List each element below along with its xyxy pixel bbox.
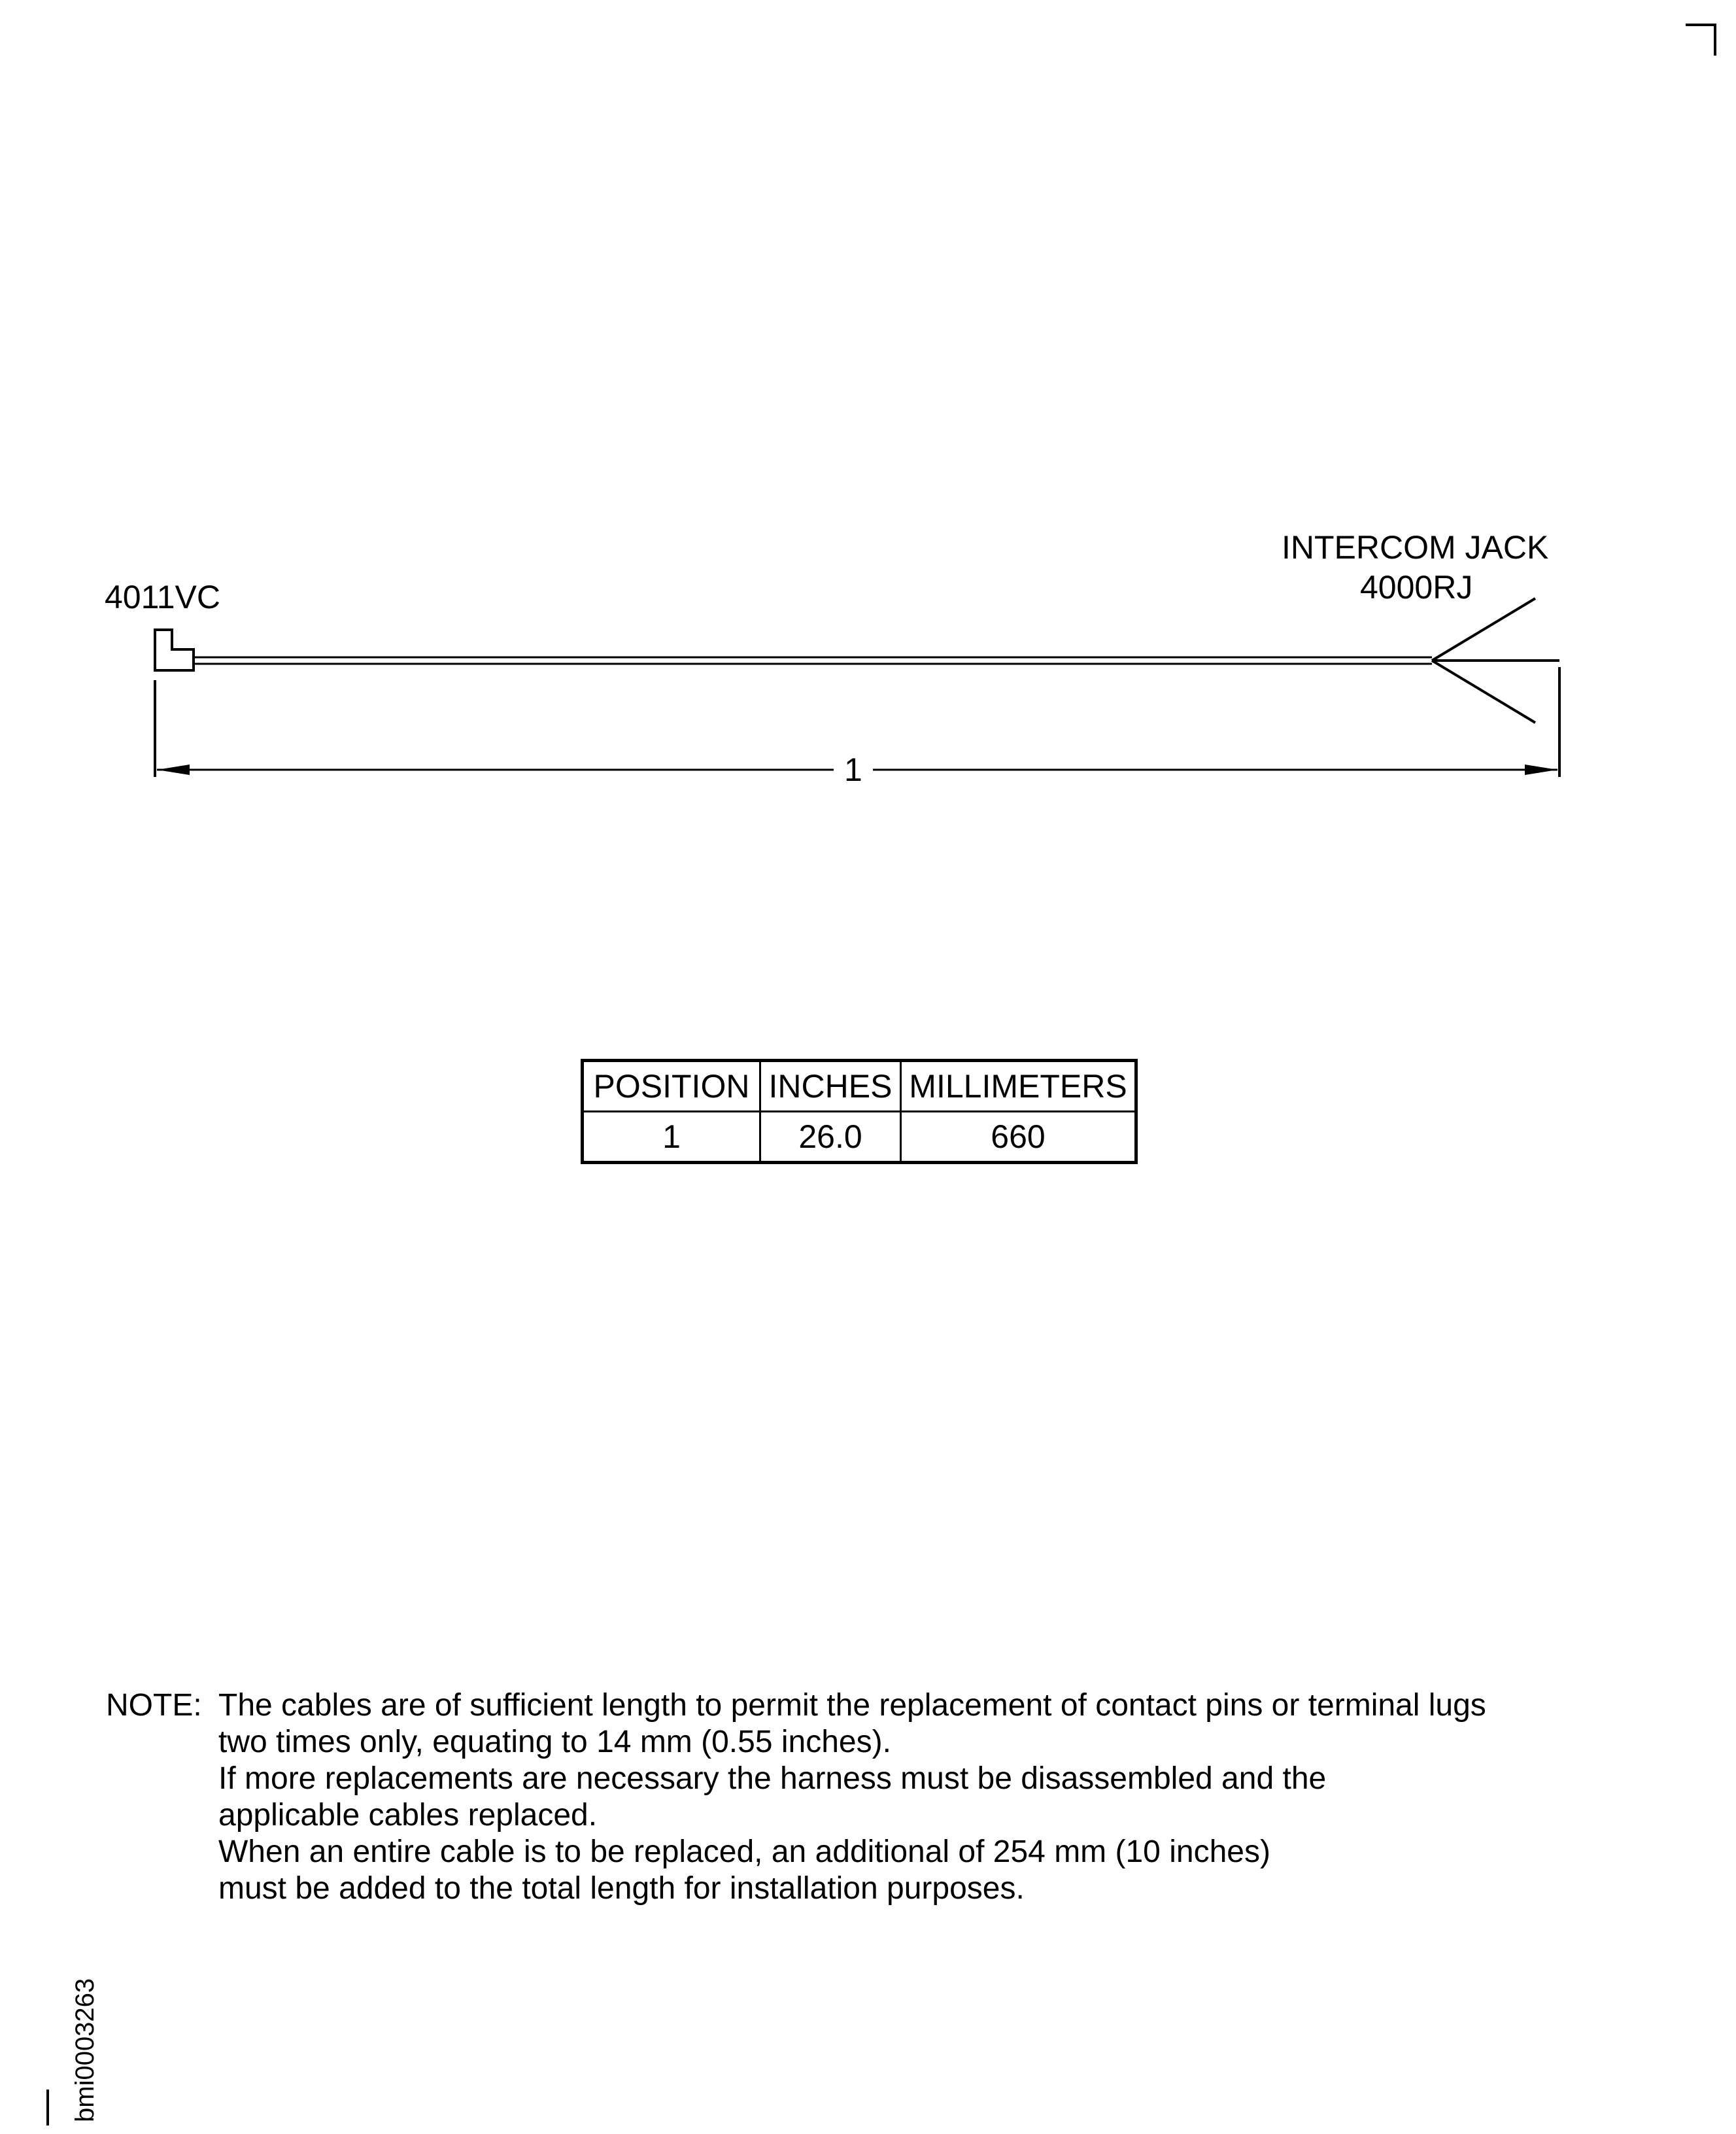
dimension-arrow-left xyxy=(157,765,190,775)
dimension-table xyxy=(581,1059,1138,1164)
right-connector-label-line2: 4000RJ xyxy=(1360,569,1473,606)
wire-upper xyxy=(1432,598,1535,661)
wire-lower xyxy=(1432,661,1535,723)
note-body xyxy=(218,1687,1486,1907)
note-line: two times only, equating to 14 mm (0.55 inches). xyxy=(218,1725,891,1759)
dimension-label: 1 xyxy=(834,753,873,786)
table-row xyxy=(583,1112,1136,1163)
note-line: When an entire cable is to be replaced, an additional of 254 mm (10 inches) xyxy=(218,1834,1270,1869)
note-line: applicable cables replaced. xyxy=(218,1798,598,1833)
table-cell-millimeters: 660 xyxy=(901,1112,1136,1163)
note-line: The cables are of sufficient length to permit the replacement of contact pins or terminal lugs xyxy=(218,1688,1486,1723)
right-connector-label-line1: INTERCOM JACK xyxy=(1282,529,1549,566)
left-connector-symbol xyxy=(155,630,194,670)
note-line: must be added to the total length for installation purposes. xyxy=(218,1871,1025,1906)
table-header-row xyxy=(583,1061,1136,1112)
dimension-arrow-right xyxy=(1525,765,1557,775)
table-cell-inches: 26.0 xyxy=(760,1112,901,1163)
note-prefix: NOTE: xyxy=(106,1688,202,1723)
table-header-inches: INCHES xyxy=(760,1061,901,1112)
table-header-millimeters: MILLIMETERS xyxy=(901,1061,1136,1112)
table-cell-position: 1 xyxy=(583,1112,760,1163)
drawing-id: bmi0003263 xyxy=(71,1978,99,2122)
note-line: If more replacements are necessary the harness must be disassembled and the xyxy=(218,1761,1327,1796)
left-connector-label: 4011VC xyxy=(105,579,220,615)
corner-mark-top-right xyxy=(1686,25,1715,56)
table-header-position: POSITION xyxy=(583,1061,760,1112)
note-block xyxy=(106,1687,1486,1907)
